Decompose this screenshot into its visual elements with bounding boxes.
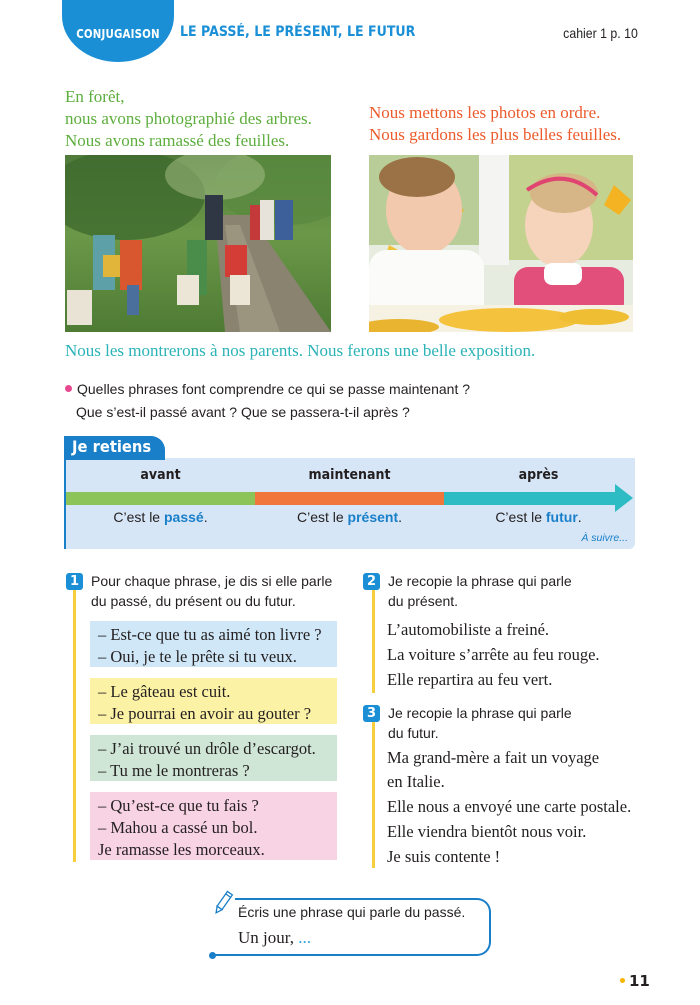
future-text: Nous les montrerons à nos parents. Nous ferons une belle exposition. xyxy=(65,341,536,360)
page-dot-icon xyxy=(620,978,625,983)
caption-suffix: . xyxy=(398,509,403,525)
sentence: en Italie. xyxy=(387,772,445,791)
exercise-2-rule xyxy=(372,590,375,693)
exercise-1-instruction xyxy=(91,571,332,611)
dialog-line: – Je pourrai en avoir au gouter ? xyxy=(98,704,312,723)
caption-term: passé xyxy=(163,509,204,525)
exercise-2-instruction xyxy=(388,571,572,611)
kids-photo xyxy=(369,155,633,332)
present-text xyxy=(369,102,621,146)
exercise-1-number: 1 xyxy=(66,573,83,590)
exercise-3-rule xyxy=(372,722,375,868)
writing-prompt-instruction: Écris une phrase qui parle du passé. xyxy=(238,904,466,920)
sentence: Ma grand-mère a fait un voyage xyxy=(387,748,600,767)
workbook-reference: cahier 1 p. 10 xyxy=(563,25,638,41)
dialog-line: – Oui, je te le prête si tu veux. xyxy=(98,647,297,666)
past-line: Nous avons ramassé des feuilles. xyxy=(65,131,290,150)
question-line: Quelles phrases font comprendre ce qui se passe maintenant ? xyxy=(77,381,471,397)
dialog-line: – Tu me le montreras ? xyxy=(98,761,250,780)
dialog-line: Je ramasse les morceaux. xyxy=(98,840,265,859)
dialog-3 xyxy=(90,735,337,781)
dialog-4 xyxy=(90,792,337,860)
page-title: LE PASSÉ, LE PRÉSENT, LE FUTUR xyxy=(180,24,416,40)
dialog-line: – J’ai trouvé un drôle d’escargot. xyxy=(98,739,316,758)
timeline-bar-future xyxy=(444,492,617,505)
exercise-1-rule xyxy=(73,590,76,862)
prompt-dot xyxy=(209,952,216,959)
bullet-icon xyxy=(65,385,72,392)
caption-prefix: C’est le xyxy=(113,509,164,525)
exercise-3-number: 3 xyxy=(363,705,380,722)
caption-term: futur xyxy=(545,509,578,525)
to-be-continued: À suivre... xyxy=(581,532,628,544)
sentence: L’automobiliste a freiné. xyxy=(387,620,550,639)
sentence: La voiture s’arrête au feu rouge. xyxy=(387,645,600,664)
timeline-caption-future xyxy=(444,509,633,525)
instruction-line: du passé, du présent ou du futur. xyxy=(91,593,296,609)
sentence: Elle nous a envoyé une carte postale. xyxy=(387,797,632,816)
caption-prefix: C’est le xyxy=(495,509,546,525)
exercise-2-number: 2 xyxy=(363,573,380,590)
dialog-line: – Le gâteau est cuit. xyxy=(98,682,231,701)
past-line: En forêt, xyxy=(65,87,125,106)
je-retiens-title: Je retiens xyxy=(72,437,152,456)
caption-suffix: . xyxy=(577,509,582,525)
page-number-value: 11 xyxy=(629,972,650,990)
timeline-bar-present xyxy=(255,492,444,505)
dialog-line: – Mahou a cassé un bol. xyxy=(98,818,258,837)
instruction-line: du futur. xyxy=(388,725,439,741)
timeline-head-future: après xyxy=(518,467,559,483)
dialog-line: – Est-ce que tu as aimé ton livre ? xyxy=(98,625,322,644)
arrow-right-icon xyxy=(615,484,633,512)
page-number xyxy=(620,972,650,990)
past-line: nous avons photographié des arbres. xyxy=(65,109,312,128)
past-text xyxy=(65,86,312,152)
present-line: Nous gardons les plus belles feuilles. xyxy=(369,125,622,144)
caption-suffix: . xyxy=(203,509,208,525)
discussion-question xyxy=(65,378,470,424)
dialog-1 xyxy=(90,621,337,667)
dialog-line: – Qu’est-ce que tu fais ? xyxy=(98,796,259,815)
forest-photo xyxy=(65,155,331,332)
timeline-bar-past xyxy=(66,492,255,505)
timeline-caption-past xyxy=(66,509,255,525)
instruction-line: Pour chaque phrase, je dis si elle parle xyxy=(91,573,333,589)
question-line: Que s’est-il passé avant ? Que se passera-t-il après ? xyxy=(76,404,410,420)
caption-term: présent xyxy=(347,509,399,525)
sentence: Je suis contente ! xyxy=(387,847,501,866)
prompt-start-text: Un jour, xyxy=(238,928,294,947)
present-line: Nous mettons les photos en ordre. xyxy=(369,103,601,122)
exercise-3-instruction xyxy=(388,703,572,743)
instruction-line: du présent. xyxy=(388,593,459,609)
section-label: CONJUGAISON xyxy=(76,26,160,41)
instruction-line: Je recopie la phrase qui parle xyxy=(388,573,572,589)
sentence: Elle viendra bientôt nous voir. xyxy=(387,822,587,841)
exercise-2-sentences xyxy=(387,617,600,692)
exercise-3-sentences xyxy=(387,747,631,869)
timeline-caption-present xyxy=(255,509,444,525)
writing-prompt-start xyxy=(238,928,311,948)
pencil-icon xyxy=(212,890,234,921)
dialog-2 xyxy=(90,678,337,724)
caption-prefix: C’est le xyxy=(296,509,348,525)
timeline-head-past: avant xyxy=(140,467,181,483)
instruction-line: Je recopie la phrase qui parle xyxy=(388,705,572,721)
prompt-dots: ... xyxy=(298,928,311,947)
sentence: Elle repartira au feu vert. xyxy=(387,670,553,689)
timeline-head-present: maintenant xyxy=(308,467,391,483)
